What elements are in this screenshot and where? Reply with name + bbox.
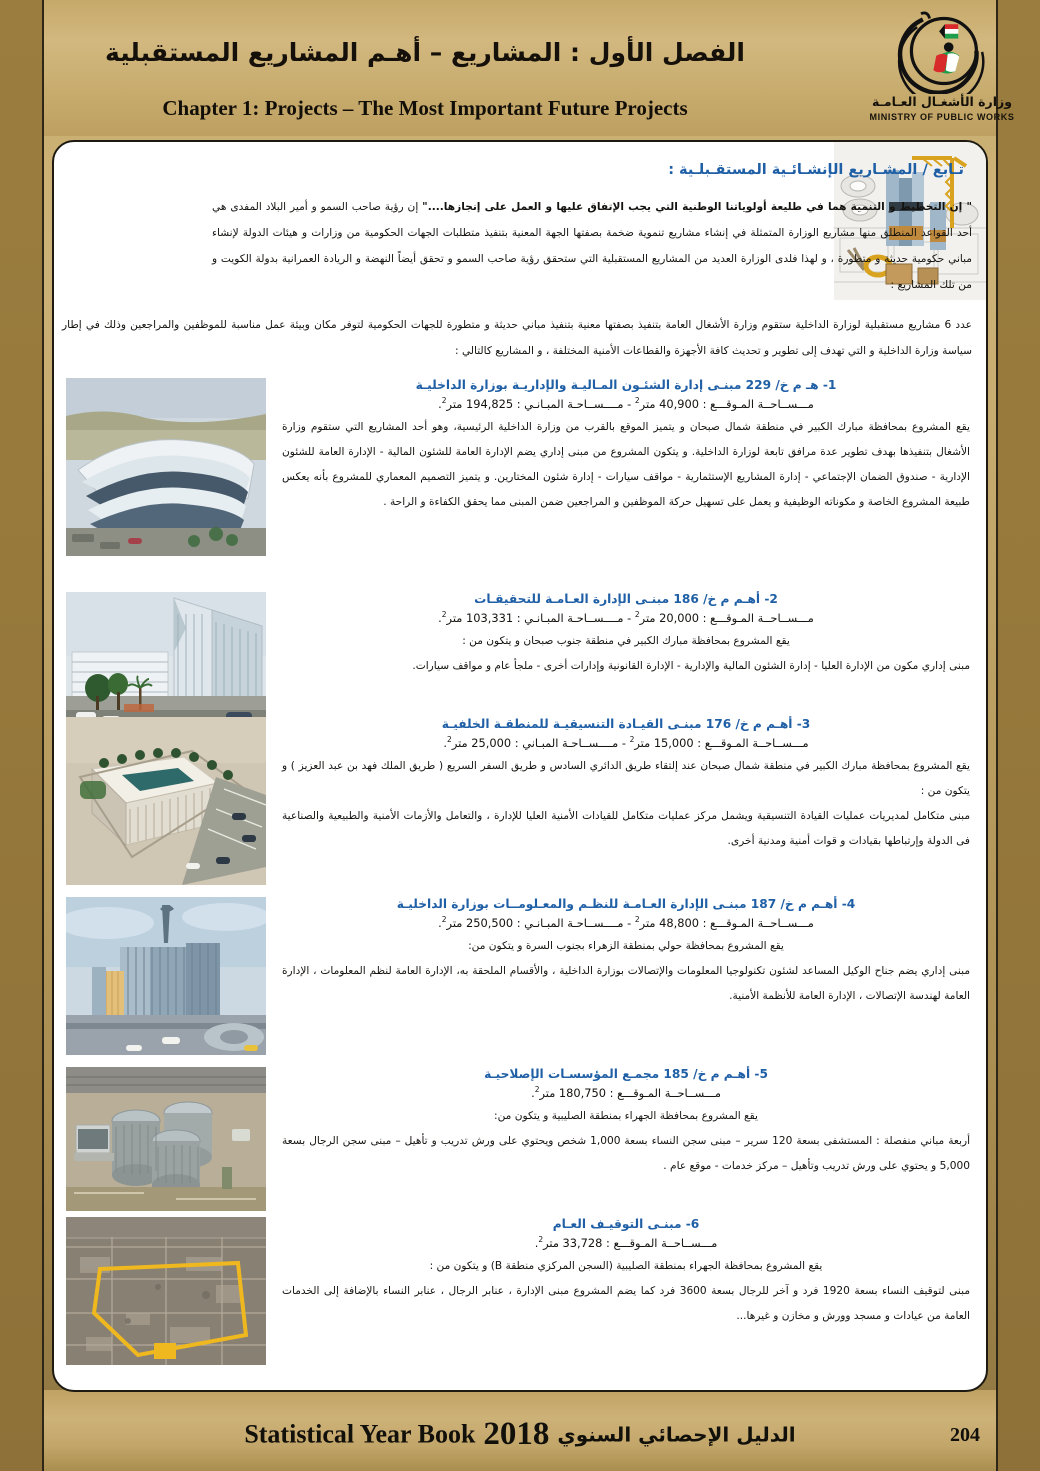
chapter-title-arabic: الفصل الأول : المشاريع – أهـم المشاريع المستقبلية — [105, 38, 745, 67]
project-2-description: مبنى إداري مكون من الإدارة العليا - إدارة الشئون المالية والإدارية - الإدارة القانونية وإدارات أخرى - ملجأ عام و مواقف سيارات. — [412, 659, 970, 672]
intro-quote: " إن التخطيط و التنمية هما في طليعة أولوياتنا الوطنية التي يجب الإتفاق عليها و العمل على إنجازها...." — [422, 201, 972, 213]
project-6-heading: 6- مبنـى التوقيـف العـام — [552, 1217, 700, 1231]
ministry-name-arabic: وزارة الأشغـال العـامـة — [872, 94, 1012, 109]
project-1-areas: مـــســاحــة المـوقـــع : 40,900 متر$^2$ - مــــســاحـة المبـانـي : 194,825 متر$^2$. — [438, 396, 814, 411]
project-6-areas: مـــســاحــة المـوقـــع : 33,728 متر$^2$. — [534, 1235, 718, 1250]
ministry-name-english: MINISTRY OF PUBLIC WORKS — [869, 112, 1015, 122]
project-4-location: يقع المشروع بمحافظة حولي بمنطقة الزهراء بجنوب السرة و يتكون من: — [468, 939, 784, 952]
project-4-areas: مـــســاحــة المـوقـــع : 48,800 متر$^2$ - مــــســاحـة المبـانـي : 250,500 متر$^2$. — [438, 915, 814, 930]
footer-title-arabic: الدليل الإحصائي السنوي — [557, 1422, 796, 1447]
page-footer — [0, 1390, 1040, 1471]
project-3-location: يقع المشروع بمحافظة مبارك الكبير في منطقة شمال صبحان عند إلتقاء طريق الدائري السادس و طريق السفر السريع ( طريق الملك فهد بن عبد العزيز ) و يتكون من : — [282, 759, 970, 797]
project-item-3 — [62, 717, 978, 887]
content-card — [52, 140, 988, 1392]
project-4-description: مبنى إداري يضم جناح الوكيل المساعد لشئون تكنولوجيا المعلومات والإتصالات بوزارة الداخلية ، والأقسام الملحقة به، الإدارة العامة لنظم المعلومات ، الإدارة العامة لهندسة الإتصالات ، الإدارة العامة للأنظمة الأمنية. — [282, 964, 970, 1002]
project-3-areas: مـــســاحــة المـوقـــع : 15,000 متر$^2$ - مــــســاحـة المبـاني : 25,000 متر$^2$. — [443, 735, 809, 750]
project-4-heading: 4- أهـم م خ/ 187 مبنـى الإدارة العـامـة للنظـم والمعـلومــات بوزارة الداخليـة — [396, 897, 856, 911]
project-5-image — [66, 1067, 266, 1211]
project-2-location: يقع المشروع بمحافظة مبارك الكبير في منطقة جنوب صبحان و يتكون من : — [462, 634, 790, 647]
project-5-description: أربعة مباني منفصلة : المستشفى بسعة 120 سرير – مبنى سجن النساء بسعة 1,000 شخص ويحتوي على ورش تدريب و تأهيل – مبنى سجن الرجال بسعة 5,000 و يحتوي على ورش تدريب وتأهيل – مركز خدمات - موقع عام . — [282, 1134, 971, 1172]
left-border-band — [0, 0, 44, 1471]
project-3-image — [66, 717, 266, 885]
intro-second-paragraph: عدد 6 مشاريع مستقبلية لوزارة الداخلية ستقوم وزارة الأشغال العامة بتنفيذ بصفتها معنية بتنفيذ مباني حديثة و متطورة للجهات الحكومية لتوفر مكان وبيئة عمل مناسبة للموظفين والمراجعين وذلك في إطار سياسة وزارة الداخلية و التي تهدف إلى تطوير و تحديث كافة الأجهزة والقطاعات الأمنية المختلفة ، و المشاريع كالتالي : — [62, 319, 972, 357]
right-border-band — [996, 0, 1040, 1471]
project-6-location: يقع المشروع بمحافظة الجهراء بمنطقة الصليبية (السجن المركزي منطقة B) و يتكون من : — [429, 1259, 823, 1272]
chapter-title-english: Chapter 1: Projects – The Most Important Future Projects — [162, 96, 688, 120]
project-5-areas: مـــســاحــة المـوقـــع : 180,750 متر$^2$. — [531, 1085, 721, 1100]
ministry-logo — [862, 8, 1022, 130]
project-item-4 — [62, 897, 978, 1057]
project-item-2 — [62, 592, 978, 732]
project-1-heading: 1- هـ م خ/ 229 مبنـى إدارة الشئـون المـاليـة والإداريـة بوزارة الداخليـة — [415, 378, 837, 392]
ministry-logo-icon — [894, 8, 990, 94]
project-1-image — [66, 378, 266, 556]
intro-rest: إن رؤية صاحب السمو و أمير البلاد المفدى هي أحد القواعد المنطلق منها مشاريع الوزارة المتمثلة في إنشاء مشاريع تنموية ضخمة بصفتها الجهة المعنية بتنفيذ متطلبات الجهات الحكومية من وزارات و هيئات الدولة لإنشاء مباني حكومية حديثة و متطورة ، و لهذا فلدى الوزارة العديد من المشاريع المستقبلية التي ستحقق رؤية صاحب السمو و تحقق أيضاً النهضة و الريادة العمرانية بدولة الكويت و من تلك المشاريع : — [212, 201, 972, 291]
project-6-image — [66, 1217, 266, 1365]
project-item-5 — [62, 1067, 978, 1213]
project-2-heading: 2- أهـم م خ/ 186 مبنـى الإدارة العـامـة للتحقيقـات — [474, 592, 778, 606]
project-4-image — [66, 897, 266, 1055]
project-3-heading: 3- أهـم م خ/ 176 مبنـى القيـادة التنسيقيـة للمنطقـة الخلفيـة — [441, 717, 811, 731]
project-item-6 — [62, 1217, 978, 1367]
footer-title-block — [0, 1416, 1040, 1453]
intro-paragraph — [212, 194, 972, 298]
project-2-areas: مـــســاحــة المـوقـــع : 20,000 متر$^2$ - مــــســاحـة المبـانـي : 103,331 متر$^2$. — [438, 610, 814, 625]
project-6-description: مبنى لتوقيف النساء بسعة 1920 فرد و آخر للرجال بسعة 3600 فرد كما يضم المشروع مبنى الإدارة ، عنابر الرجال ، عنابر النساء بالإضافة إلى الخدمات العامة من عيادات و مسجد وورش و مخازن و غيرها... — [282, 1284, 970, 1322]
footer-title-english: Statistical Year Book — [244, 1419, 476, 1449]
footer-year: 2018 — [483, 1416, 550, 1452]
page-header — [0, 0, 1040, 136]
project-2-image — [66, 592, 266, 730]
section-title: تـابع / المشـاريع الإنشـائـية المستقـبلـية : — [668, 162, 964, 178]
project-1-description: يقع المشروع بمحافظة مبارك الكبير في منطقة شمال صبحان و يتميز الموقع بالقرب من وزارة الداخلية الرئيسية، وهو أحد المشاريع التي ستقوم وزارة الأشغال بتنفيذها بهدف تطوير عدة مرافق تابعة لوزارة الداخلية. و يتكون المشروع من مبنى إداري يضم الإدارة العامة للشئون المالية - الإدارة العامة للشئون الإدارية - صندوق الضمان الإجتماعي - إدارة المشاريع الإستثمارية - مواقف سيارات - إدارة شئون المختارين. و يتميز التصميم المعماري للمشروع بأنه يعكس طبيعة المشروع الخاصة و مكوناته الوظيفية و يعمل على تسهيل حركة الموظفين و المراجعين ضمن المبنى مما يحقق الكفاءة و الراحة . — [282, 420, 970, 508]
project-item-1 — [62, 378, 978, 558]
page-number: 204 — [950, 1424, 980, 1446]
project-5-location: يقع المشروع بمحافظة الجهراء بمنطقة الصليبية و يتكون من: — [494, 1109, 758, 1122]
project-5-heading: 5- أهـم م خ/ 185 مجمـع المؤسسـات الإصلاحيـة — [484, 1067, 768, 1081]
project-3-description: مبنى متكامل لمديريات عمليات القيادة التنسيقية ويشمل مركز عمليات متكامل للقيادات الأمنية العليا للإدارة ، والتعامل والأزمات الأمنية والطبيعية والصناعية فى الدولة وإرتباطها بقيادات و قوات أمنية ومدنية أخرى. — [282, 809, 970, 847]
